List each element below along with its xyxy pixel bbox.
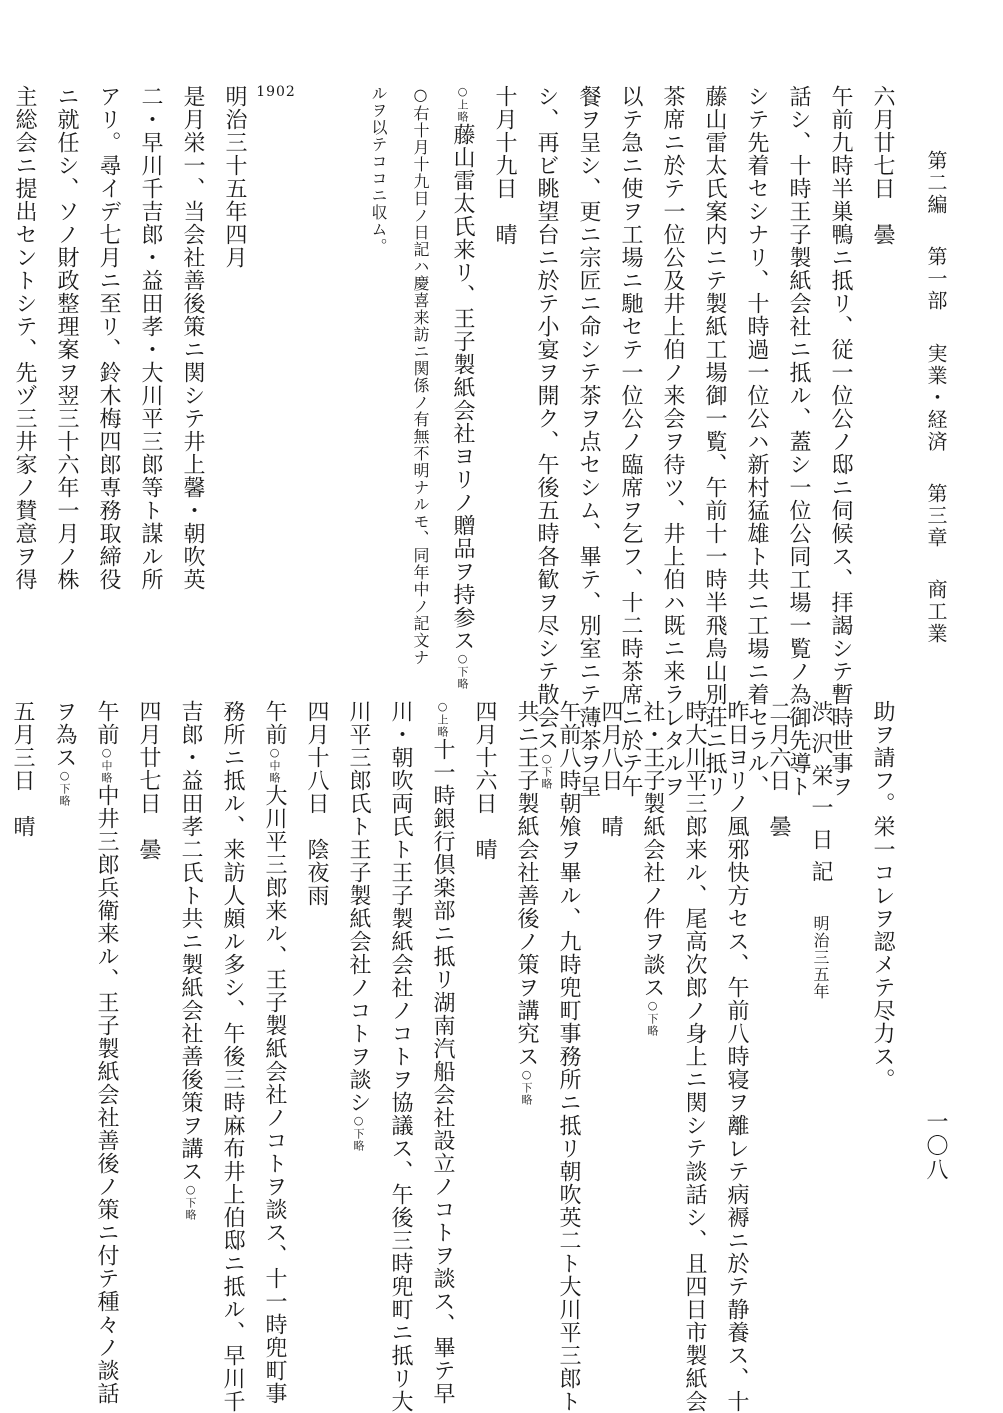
text-line: 話シ、十時王子製紙会社ニ抵ル、蓋シ一位公同工場一覧ノ為御先導ト: [786, 85, 811, 798]
text-line: 午前九時半巣鴨ニ抵リ、従一位公ノ邸ニ伺候ス、拝謁シテ暫時世事ヲ: [828, 85, 853, 798]
running-header: [911, 150, 951, 670]
text-line: 二・早川千吉郎・益田孝・大川平三郎等ト謀ル所: [138, 85, 163, 591]
text-line: 川・朝吹両氏ト王子製紙会社ノコトヲ協議ス、午後三時兜町ニ抵リ大: [388, 700, 413, 1413]
diary-date: 十月十九日 晴: [492, 85, 517, 246]
omission-note: ○下略: [540, 752, 553, 790]
header-section: 第一部: [924, 246, 948, 313]
editorial-note: ○右十月十九日ノ日記ハ慶喜来訪ニ関係ノ有無不明ナルモ、同年中ノ記文ナ: [411, 85, 430, 666]
header-subject: 商工業: [924, 579, 948, 646]
text-line: アリ。尋イデ七月ニ至リ、鈴木梅四郎専務取締役: [96, 85, 121, 591]
text-line: シ、再ビ眺望台ニ於テ小宴ヲ開ク、午後五時各歓ヲ尽シテ散会ス○下略: [534, 85, 559, 790]
text-line: ニ就任シ、ソノ財政整理案ヲ翌三十六年一月ノ株: [54, 85, 79, 591]
page-number: 一〇八: [923, 1110, 948, 1182]
text-line: 餐ヲ呈シ、更ニ宗匠ニ命シテ茶ヲ点セシム、畢テ、別室ニテ薄茶ヲ呈: [576, 85, 601, 798]
text-line: 午前○中略中井三郎兵衛来ル、王子製紙会社善後ノ策ニ付テ種々ノ談話: [94, 700, 119, 1405]
diary-date: 四月八日 晴: [598, 700, 623, 838]
diary-date: 四月廿七日 曇: [136, 700, 161, 861]
omission-note: ○下略: [58, 769, 71, 807]
text-line: ヲ為ス○下略: [52, 700, 77, 807]
omission-note: ○中略: [100, 746, 113, 784]
year-label: 1902: [256, 84, 296, 100]
text-line: ○上略十一時銀行倶楽部ニ抵リ湖南汽船会社設立ノコトヲ談ス、畢テ早: [430, 700, 455, 1405]
omission-note: ○下略: [456, 652, 469, 690]
omission-note: ○下略: [520, 1068, 533, 1106]
text-line: 社・王子製紙会社ノ件ヲ談ス○下略: [640, 700, 665, 1037]
text-line: 午前○中略大川平三郎来ル、王子製紙会社ノコトヲ談ス、十一時兜町事: [262, 700, 287, 1405]
text-line: 共ニ王子製紙会社善後ノ策ヲ講究ス○下略: [514, 700, 539, 1106]
omission-note: ○下略: [646, 999, 659, 1037]
text-line: [0, 85, 3, 685]
diary-date: 六月廿七日 曇: [870, 85, 895, 246]
text-line: 茶席ニ於テ一位公及井上伯ノ来会ヲ待ツ、井上伯ハ既ニ来ラレタルヲ: [660, 85, 685, 798]
diary-date: 四月十八日 陰夜雨: [304, 700, 329, 907]
text-line: ○上略藤山雷太氏来リ、王子製紙会社ヨリノ贈品ヲ持参ス○下略: [450, 85, 475, 690]
omission-note: ○下略: [352, 1114, 365, 1152]
text-line: 助ヲ請フ。栄一コレヲ認メテ尽力ス。: [870, 700, 895, 1091]
text-line: シテ先着セシナリ、十時過一位公ハ新村猛雄ト共ニ工場ニ着セラル、: [744, 85, 769, 798]
text-line: 吉郎・益田孝二氏ト共ニ製紙会社善後策ヲ講ス○下略: [178, 700, 203, 1221]
editorial-note: ルヲ以テココニ収ム。: [369, 85, 388, 255]
text-line: 藤山雷太氏案内ニテ製紙工場御一覧、午前十一時半飛鳥山別荘ニ抵リ: [702, 85, 727, 798]
header-chapter: 第三章: [924, 483, 948, 550]
diary-date: 四月十六日 晴: [472, 700, 497, 861]
text-line: 昨日ヨリノ風邪快方セス、午前八時寝ヲ離レテ病褥ニ於テ静養ス、十: [724, 700, 749, 1413]
text-line: 午前八時朝飧ヲ畢ル、九時兜町事務所ニ抵リ朝吹英二ト大川平三郎ト: [556, 700, 581, 1413]
omission-note: ○中略: [268, 746, 281, 784]
text-line: 是月栄一、当会社善後策ニ関シテ井上馨・朝吹英: [180, 85, 205, 591]
header-part: 第二編: [924, 150, 948, 216]
omission-note: ○上略: [456, 85, 469, 123]
omission-note: ○下略: [184, 1183, 197, 1221]
bottom-text-block: [10, 700, 903, 1413]
text-line: 時大川平三郎来ル、尾高次郎ノ身上ニ関シテ談話シ、且四日市製紙会: [682, 700, 707, 1413]
text-line: 主総会ニ提出セントシテ、先ヅ三井家ノ賛意ヲ得: [12, 85, 37, 591]
diary-date: 二月六日 曇: [766, 700, 791, 838]
diary-title: 渋沢栄一日記 明治三五年: [808, 700, 833, 1000]
diary-date: 五月三日 晴: [10, 700, 35, 838]
header-topic: 実業・経済: [924, 342, 948, 453]
text-line: 川平三郎氏ト王子製紙会社ノコトヲ談シ○下略: [346, 700, 371, 1152]
section-date: 明治三十五年四月: [222, 85, 247, 269]
text-line: 以テ急ニ使ヲ工場ニ馳セテ一位公ノ臨席ヲ乞フ、十二時茶席ニ於テ午: [618, 85, 643, 798]
diary-year: 明治三五年: [811, 915, 830, 1000]
omission-note: ○上略: [436, 700, 449, 738]
text-line: 務所ニ抵ル、来訪人頗ル多シ、午後三時麻布井上伯邸ニ抵ル、早川千: [220, 700, 245, 1413]
